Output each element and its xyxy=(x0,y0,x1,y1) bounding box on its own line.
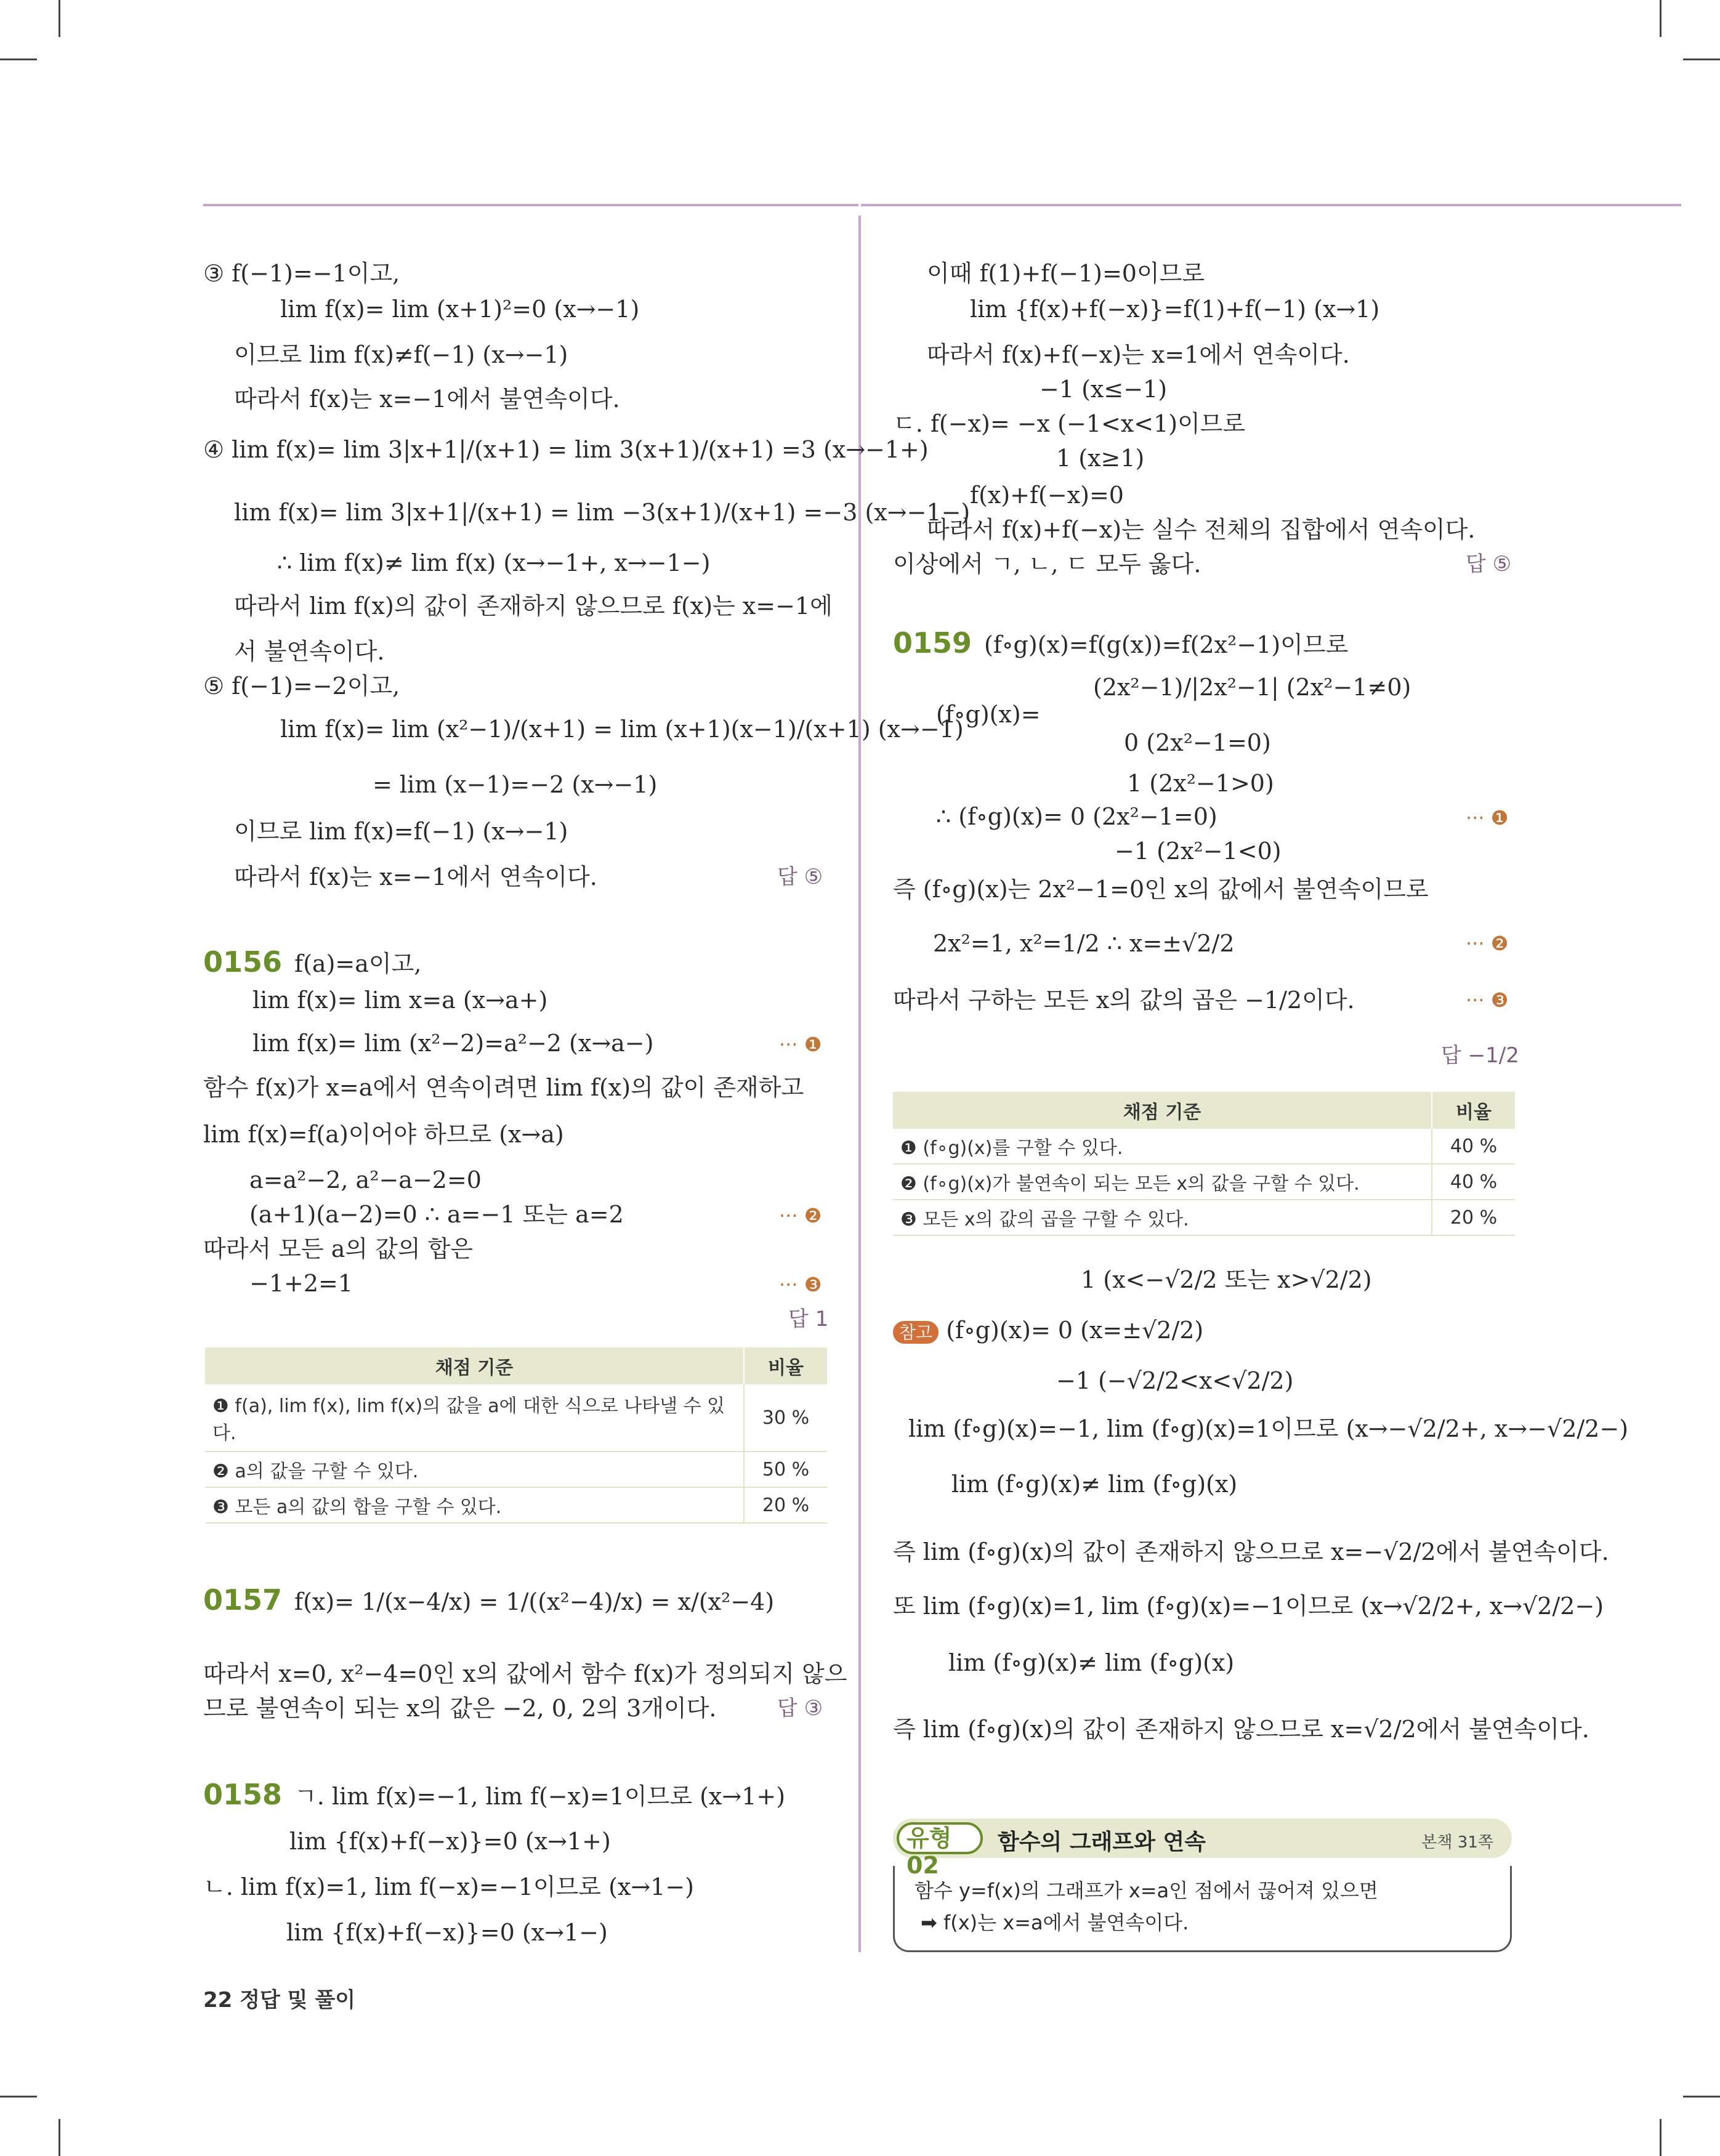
solution-line: 따라서 f(x)는 x=−1에서 연속이다. xyxy=(234,863,597,890)
solution-line: ∴ (f∘g)(x)= 0 (2x²−1=0) xyxy=(936,803,1217,830)
solution-line: (a+1)(a−2)=0 ∴ a=−1 또는 a=2 xyxy=(249,1201,624,1228)
table-cell: 40 % xyxy=(1432,1164,1515,1200)
crop-mark xyxy=(0,2096,37,2097)
table-cell: ❸ 모든 a의 값의 합을 구할 수 있다. xyxy=(205,1487,744,1523)
solution-line: ㄷ. f(−x)= −x (−1<x<1)이므로 xyxy=(893,410,1246,437)
solution-line: ③ f(−1)=−1이고, xyxy=(203,260,400,287)
solution-line: ㄴ. lim f(x)=1, lim f(−x)=−1이므로 (x→1−) xyxy=(203,1873,695,1900)
solution-line: lim f(x)= lim (x²−1)/(x+1) = lim (x+1)(x−1)/(x+1) (x→−1) xyxy=(280,716,964,743)
solution-line: 함수 f(x)가 x=a에서 연속이려면 lim f(x)의 값이 존재하고 xyxy=(203,1074,804,1101)
solution-line: 1 (2x²−1>0) xyxy=(1127,770,1274,797)
solution-line: 1 (x≥1) xyxy=(1056,445,1145,472)
table-row xyxy=(205,1487,827,1523)
solution-line: a=a²−2, a²−a−2=0 xyxy=(249,1166,482,1193)
solution-line: 이므로 lim f(x)≠f(−1) (x→−1) xyxy=(234,341,568,368)
solution-line: lim {f(x)+f(−x)}=f(1)+f(−1) (x→1) xyxy=(970,296,1380,323)
solution-line: lim f(x)= lim (x+1)²=0 (x→−1) xyxy=(280,296,640,323)
type-pill: 유형 02 xyxy=(897,1822,983,1854)
solution-line: 0 (2x²−1=0) xyxy=(1124,729,1271,756)
solution-line: (f∘g)(x)=f(g(x))=f(2x²−1)이므로 xyxy=(984,631,1349,658)
table-header: 채점 기준 xyxy=(893,1092,1432,1129)
solution-line: 이때 f(1)+f(−1)=0이므로 xyxy=(927,260,1205,287)
solution-line: −1+2=1 xyxy=(249,1270,353,1297)
page-footer: 22 정답 및 풀이 xyxy=(203,1988,356,2013)
step-marker: ··· ❶ xyxy=(1466,806,1509,830)
problem-number: 0158 xyxy=(203,1778,283,1811)
crop-mark xyxy=(59,0,60,37)
crop-mark xyxy=(0,59,37,60)
scoring-table xyxy=(205,1347,827,1524)
table-header: 비율 xyxy=(1432,1092,1515,1129)
type-box-header xyxy=(893,1819,1512,1879)
solution-line: (2x²−1)/|2x²−1| (2x²−1≠0) xyxy=(1093,674,1411,701)
solution-line: 따라서 f(x)는 x=−1에서 불연속이다. xyxy=(234,386,620,413)
answer-mark: 답 ③ xyxy=(777,1696,823,1721)
solution-line: lim f(x)= lim 3|x+1|/(x+1) = lim −3(x+1)/(x+1) =−3 (x→−1−) xyxy=(234,499,971,526)
note-line: lim (f∘g)(x)≠ lim (f∘g)(x) xyxy=(948,1649,1235,1676)
table-cell: ❶ f(a), lim f(x), lim f(x)의 값을 a에 대한 식으로 나타낼 수 있다. xyxy=(205,1384,744,1451)
answer-mark: 답 ⑤ xyxy=(777,865,823,889)
crop-mark xyxy=(1683,59,1720,60)
table-header: 채점 기준 xyxy=(205,1347,744,1384)
header-rule xyxy=(861,204,1681,206)
table-header: 비율 xyxy=(744,1347,827,1384)
column-divider xyxy=(858,216,861,1952)
table-row xyxy=(893,1164,1515,1200)
type-reference: 본책 31쪽 xyxy=(1421,1833,1493,1852)
table-cell: ❷ a의 값을 구할 수 있다. xyxy=(205,1451,744,1487)
step-marker: ··· ❸ xyxy=(779,1273,822,1296)
solution-line: lim f(x)= lim x=a (x→a+) xyxy=(252,987,548,1014)
problem-number: 0157 xyxy=(203,1583,283,1617)
crop-mark xyxy=(1660,0,1661,37)
solution-line: ④ lim f(x)= lim 3|x+1|/(x+1) = lim 3(x+1)/(x+1) =3 (x→−1+) xyxy=(203,436,929,463)
solution-line: lim f(x)=f(a)이어야 하므로 (x→a) xyxy=(203,1121,564,1148)
table-row xyxy=(205,1451,827,1487)
note-line: −1 (−√2/2<x<√2/2) xyxy=(1056,1367,1294,1394)
scoring-table xyxy=(893,1092,1515,1236)
note-line: lim (f∘g)(x)≠ lim (f∘g)(x) xyxy=(951,1471,1238,1498)
solution-line: ∴ lim f(x)≠ lim f(x) (x→−1+, x→−1−) xyxy=(277,549,711,576)
solution-line: f(a)=a이고, xyxy=(294,950,422,977)
solution-line: ㄱ. lim f(x)=−1, lim f(−x)=1이므로 (x→1+) xyxy=(294,1783,786,1810)
solution-line: 즉 (f∘g)(x)는 2x²−1=0인 x의 값에서 불연속이므로 xyxy=(893,876,1429,903)
solution-line: f(x)= 1/(x−4/x) = 1/((x²−4)/x) = x/(x²−4) xyxy=(294,1588,775,1615)
solution-line: lim {f(x)+f(−x)}=0 (x→1+) xyxy=(289,1828,611,1855)
table-cell: 50 % xyxy=(744,1451,827,1487)
header-rule xyxy=(203,204,858,206)
table-cell: ❶ (f∘g)(x)를 구할 수 있다. xyxy=(893,1129,1432,1164)
problem-number: 0156 xyxy=(203,945,283,979)
table-cell: 40 % xyxy=(1432,1129,1515,1164)
answer-mark: 답 1 xyxy=(788,1307,829,1331)
problem-0157 xyxy=(203,1585,774,1617)
note-line: 1 (x<−√2/2 또는 x>√2/2) xyxy=(1081,1266,1372,1293)
solution-line: −1 (2x²−1<0) xyxy=(1115,838,1282,865)
type-title: 함수의 그래프와 연속 xyxy=(998,1830,1206,1855)
solution-line: 2x²=1, x²=1/2 ∴ x=±√2/2 xyxy=(933,930,1235,957)
problem-number: 0159 xyxy=(893,626,972,660)
type-body-line: ➡ f(x)는 x=a에서 불연속이다. xyxy=(921,1911,1189,1934)
note-line: 또 lim (f∘g)(x)=1, lim (f∘g)(x)=−1이므로 (x→√2/2+, x→√2/2−) xyxy=(893,1593,1604,1620)
table-cell: 20 % xyxy=(744,1487,827,1523)
note-line: 즉 lim (f∘g)(x)의 값이 존재하지 않으므로 x=√2/2에서 불연속이다. xyxy=(893,1716,1589,1743)
table-cell: 30 % xyxy=(744,1384,827,1451)
problem-0158 xyxy=(203,1780,785,1811)
table-row xyxy=(893,1129,1515,1164)
crop-mark xyxy=(1683,2096,1720,2097)
solution-line: 따라서 구하는 모든 x의 값의 곱은 −1/2이다. xyxy=(893,987,1355,1014)
solution-line: 따라서 모든 a의 값의 합은 xyxy=(203,1235,474,1262)
solution-line: = lim (x−1)=−2 (x→−1) xyxy=(373,771,658,798)
table-cell: 20 % xyxy=(1432,1200,1515,1235)
step-marker: ··· ❸ xyxy=(1466,988,1509,1012)
step-marker: ··· ❷ xyxy=(1466,932,1509,955)
answer-mark: 답 ⑤ xyxy=(1466,552,1512,576)
type-body-line: 함수 y=f(x)의 그래프가 x=a인 점에서 끊어져 있으면 xyxy=(915,1879,1378,1902)
solution-line: 므로 불연속이 되는 x의 값은 −2, 0, 2의 3개이다. xyxy=(203,1695,717,1722)
note-line: 즉 lim (f∘g)(x)의 값이 존재하지 않으므로 x=−√2/2에서 불연속이다. xyxy=(893,1538,1609,1565)
crop-mark xyxy=(59,2119,60,2156)
crop-mark xyxy=(1660,2119,1661,2156)
solution-line: (f∘g)(x)= xyxy=(936,701,1041,728)
solution-line: 따라서 lim f(x)의 값이 존재하지 않으므로 f(x)는 x=−1에 xyxy=(234,592,833,620)
note-badge: 참고 xyxy=(893,1321,939,1344)
solution-line: lim f(x)= lim (x²−2)=a²−2 (x→a−) xyxy=(252,1030,654,1057)
table-cell: ❷ (f∘g)(x)가 불연속이 되는 모든 x의 값을 구할 수 있다. xyxy=(893,1164,1432,1200)
problem-0156 xyxy=(203,947,421,979)
note-line: lim (f∘g)(x)=−1, lim (f∘g)(x)=1이므로 (x→−√2/2+, x→−√2/2−) xyxy=(908,1415,1629,1442)
solution-line: 서 불연속이다. xyxy=(234,638,385,665)
solution-line: ⑤ f(−1)=−2이고, xyxy=(203,672,400,700)
table-row xyxy=(893,1200,1515,1235)
step-marker: ··· ❶ xyxy=(779,1033,822,1056)
solution-line: lim {f(x)+f(−x)}=0 (x→1−) xyxy=(286,1919,608,1946)
solution-line: 따라서 x=0, x²−4=0인 x의 값에서 함수 f(x)가 정의되지 않으 xyxy=(203,1660,847,1687)
solution-line: 따라서 f(x)+f(−x)는 x=1에서 연속이다. xyxy=(927,341,1350,368)
solution-line: 따라서 f(x)+f(−x)는 실수 전체의 집합에서 연속이다. xyxy=(927,516,1476,543)
solution-line: 이상에서 ㄱ, ㄴ, ㄷ 모두 옳다. xyxy=(893,551,1201,578)
answer-mark: 답 −1/2 xyxy=(1441,1043,1519,1068)
step-marker: ··· ❷ xyxy=(779,1204,822,1227)
note-line xyxy=(893,1315,1203,1347)
table-cell: ❸ 모든 x의 값의 곱을 구할 수 있다. xyxy=(893,1200,1432,1235)
solution-line: 이므로 lim f(x)=f(−1) (x→−1) xyxy=(234,818,568,845)
solution-line: −1 (x≤−1) xyxy=(1040,376,1168,403)
problem-0159 xyxy=(893,628,1348,660)
table-row xyxy=(205,1384,827,1451)
solution-line: f(x)+f(−x)=0 xyxy=(970,482,1124,509)
note-text: (f∘g)(x)= 0 (x=±√2/2) xyxy=(946,1317,1204,1344)
